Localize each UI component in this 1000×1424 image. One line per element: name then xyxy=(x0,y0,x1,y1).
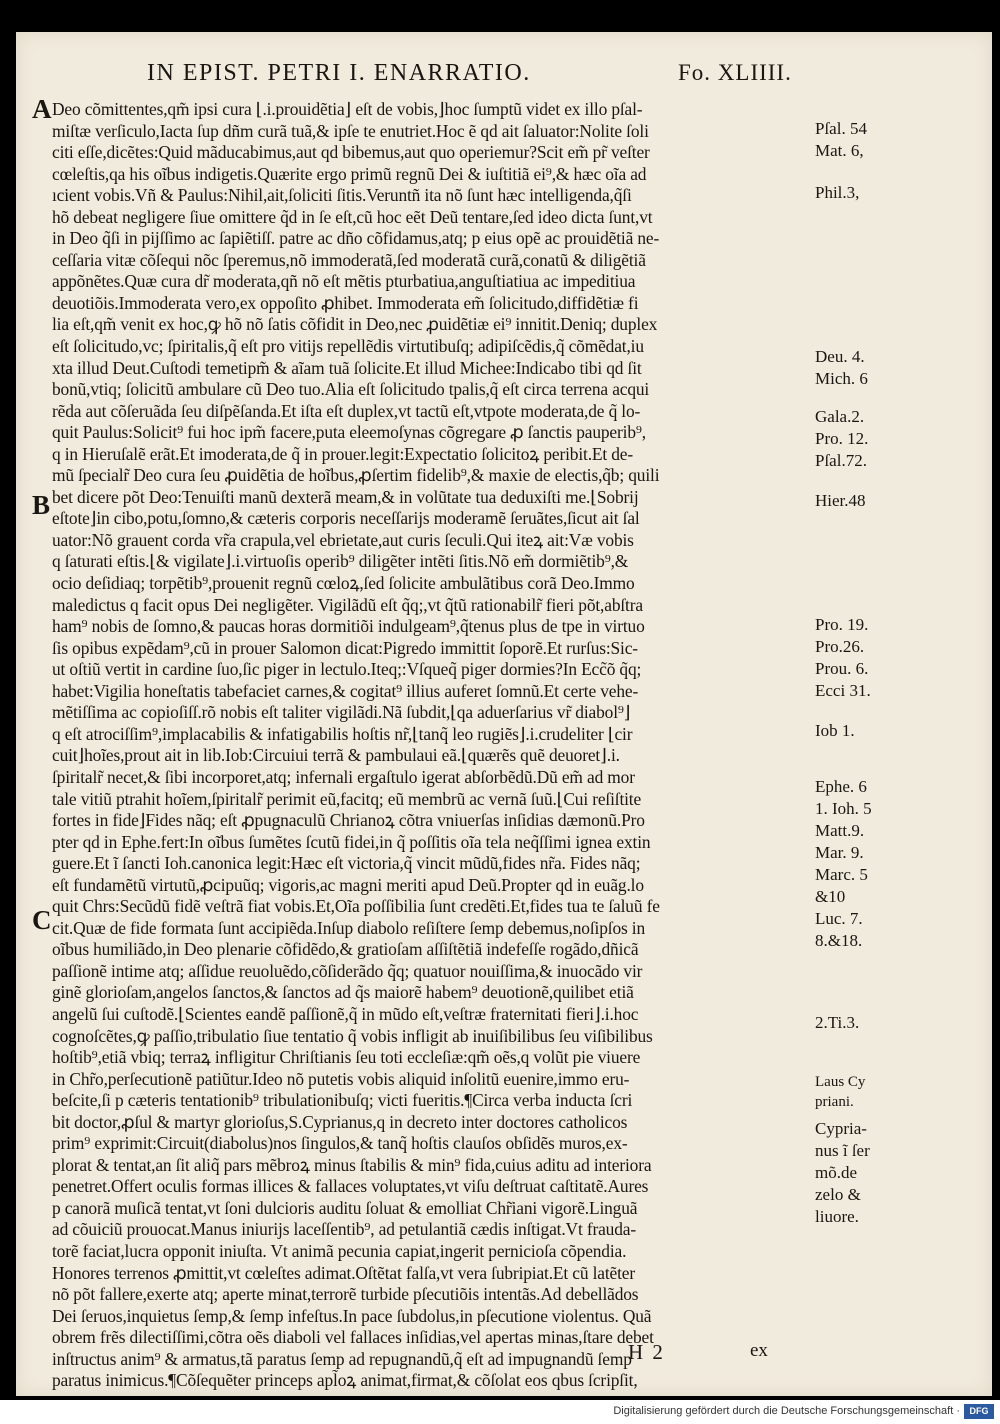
text-line: ad cõuiciũ prouocat.Manus iniurijs laceſſentib⁹, ad petulantiã cædis inſtigat.Vt frauda- xyxy=(52,1219,636,1240)
text-line: ſis opibus expẽdam⁹,cũ in prouer Salomon dicat:Pigredo immittit ſoporẽ.Et rurſus:Sic- xyxy=(52,637,638,658)
margin-reference: Pſal.72. xyxy=(815,451,867,470)
text-line: pter qd in Ephe.fert:In oĩbus ſumẽtes ſcutũ fidei,in q̃ poſſitis oĩa tela neq̃ſſimi ignea extin xyxy=(52,831,651,852)
text-line: cœleſtis,qa his oĩbus indigetis.Quærite ergo primũ regnũ Dei & iuſtitiã ei⁹,& hæc oĩa ad xyxy=(52,163,647,184)
text-line: ut oſtiũ vertit in cardine ſuo,ſic piger in lectulo.Iteq;:Vſqueq̃ piger dormies?In Ecc̃õ q̃q; xyxy=(52,659,642,680)
section-mark-c: C xyxy=(32,905,52,935)
dfg-logo: DFG xyxy=(964,1404,994,1419)
text-line: eſtote⌋in cibo,potu,ſomno,& cæteris corporis neceſſarijs moderamẽ ſeruãtes,ſicut ait ſal xyxy=(52,508,640,529)
text-line: mũ ſpecialr̃ Deo cura ſeu ꝓuidẽtia de hoĩbus,ꝓſertim fidelib⁹,& maxie de electis,q̃b; quili xyxy=(52,465,660,486)
text-line: q in Hieruſalẽ erãt.Et imoderata,de q̃ in prouer.legit:Expectatio ſolicitoꝝ peribit.Et de- xyxy=(52,443,634,464)
margin-reference: Deu. 4. xyxy=(815,347,865,366)
text-line: ſpiritalr̃ necet,& ſibi incorporet,atq; infernali ergaſtulo igerat abſorbẽdũ.Dũ em̃ ad mor xyxy=(52,766,635,787)
text-line: hõ debeat negligere ſiue omittere q̃d in ſe eſt,cũ hoc eẽt Deũ tentare,ſed ideo dicta ſunt,vt xyxy=(52,206,653,227)
margin-reference: Mar. 9. xyxy=(815,843,864,862)
text-line: in Chr̃o,perſecutionẽ patiũtur.Ideo nõ putetis vobis aliquid inſolitũ euenire,immo eru- xyxy=(52,1068,630,1089)
text-line: habet:Vigilia honeſtatis tabefaciet carnes,& cogitat⁹ illius auferet ſomnũ.Et certe vehe- xyxy=(52,680,639,701)
text-line: uator:Nõ grauent corda vr̃a crapula,vel ebrietate,aut curis ſeculi.Qui iteꝝ ait:Væ vobis xyxy=(52,529,634,550)
text-line: inſtructus anim⁹ & armatus,tã paratus ſemp ad repugnandũ,q̃ eſt ad impugnandũ ſemp xyxy=(52,1348,632,1369)
margin-reference: Pro.26. xyxy=(815,637,865,656)
text-line: fortes in fide⌋Fides nãq; eſt ꝓpugnaculũ Chrianoꝝ cõtra vniuerſas inſidias dæmonũ.Pro xyxy=(52,810,645,831)
text-line: deuotiõis.Immoderata vero,ex oppoſito ꝓhibet. Immoderata em̃ ſolicitudo,diffidẽtiæ fi xyxy=(52,292,639,313)
text-line: Deo cõmittentes,qm̃ ipsi cura ⌊.i.prouidẽtia⌋ eſt de vobis,⌋hoc ſumptũ videt ex illo pſal- xyxy=(52,99,643,119)
text-line: eſt ſolicitudo,vc; ſpiritalis,q̃ eſt pro vitijs repellẽdis virtutibuſq; adipiſcẽdis,q̃ cõmẽdat,iu xyxy=(52,336,644,357)
digitization-footer xyxy=(0,1400,1000,1424)
text-line: angelũ ſui cuſtodẽ.⌊Scientes eandẽ paſſionẽ,q̃ in mũdo eſt,veſtræ fraternitati fieri⌋.i.hoc xyxy=(52,1003,639,1024)
text-line: q eſt atrociſſim⁹,implacabilis & infatigabilis hoſtis nr̃,⌊tanq̃ leo rugiẽs⌋.i.crudeliter ⌊cir xyxy=(52,723,633,744)
text-line: mẽtiſſima ac copioſiſſ.rõ nobis eſt taliter vigilãdi.Nã ſubdit,⌊qa aduerſarius vr̃ diabol⁹⌋ xyxy=(52,702,631,723)
text-line: maledictus q facit opus Dei negligẽter. Vigilãdũ eſt q̃q;,vt q̃tũ rationabilr̃ fieri põt,abſtra xyxy=(52,594,643,615)
text-line: lia eſt,qm̃ venit ex hoc,ꝙ hõ nõ ſatis cõfidit in Deo,nec ꝓuidẽtiæ ei⁹ innitit.Deniq; duplex xyxy=(52,314,658,335)
text-line: in Deo q̃ſi in pijſſimo ac ſapiẽtiſſ. patre ac dño cõfidamus,atq; p eius opẽ ac prouidẽtiã ne- xyxy=(52,228,660,249)
text-line: p canorã muſicã tentat,vt ſoni dulcioris auditu ſoluat & emolliat Chr̃iani vigorẽ.Linguã xyxy=(52,1197,638,1218)
text-line: Dei ſeruos,inquietus ſemp,& ſemp infeſtus.In pace ſubdolus,in pſecutione violentus. Quã xyxy=(52,1305,652,1326)
text-line: oĩbus humiliãdo,in Deo plenarie cõfidẽdo,& gratioſam aſſiſtẽtiã indefeſſe rogãdo,dñicã xyxy=(52,939,639,960)
text-line: cuit⌋hoĩes,prout ait in lib.Iob:Circuiui terrã & pambulaui eã.⌊quærẽs quẽ deuoret⌋.i. xyxy=(52,745,620,766)
margin-reference: mõ.de xyxy=(815,1163,858,1182)
text-line: penetret.Offert oculis formas illices & fallaces voluptates,vt viſu deſtruat caſtitatẽ.Aures xyxy=(52,1176,649,1197)
margin-reference: priani. xyxy=(815,1094,854,1110)
text-line: tale vitiũ ptrahit hoĩem,ſpiritalr̃ perimit eũ,facitq; eũ membrũ ac vernã ſuũ.⌊Cui reſiſtite xyxy=(52,788,642,809)
margin-reference: 1. Ioh. 5 xyxy=(815,799,872,818)
signature-mark: H 2 xyxy=(628,1340,665,1364)
margin-reference: Laus Cy xyxy=(815,1074,866,1090)
text-line: prim⁹ exprimit:Circuit(diabolus)nos ſingulos,& tanq̃ hoſtis clauſos obſidẽs muros,ex- xyxy=(52,1133,628,1154)
text-line: beſcite,ſi p cæteris tentationib⁹ tribulationibuſq; victi fueritis.¶Circa verba inducta ſcri xyxy=(52,1090,633,1111)
text-line: nõ põt fallere,exerte atq; aperte minat,terrorẽ turbide pſecutiõis intentãs.Ad debellãdos xyxy=(52,1284,639,1305)
text-line: obrem frẽs dilectiſſimi,cõtra oẽs diaboli vel fallaces inſidias,vel apertas minas,ſtare debet xyxy=(52,1327,654,1348)
margin-reference: 2.Ti.3. xyxy=(815,1013,860,1032)
text-line: hoſtib⁹,etiã vbiq; terraꝝ infligitur Chriſtianis ſeu toti eccleſiæ:qm̃ oẽs,q volũt pie viuere xyxy=(52,1047,641,1068)
text-line: miſtæ verſiculo,Iacta ſup dñm curã tuã,& ipſe te enutriet.Hoc ẽ qd ait ſaluator:Nolite ſoli xyxy=(52,120,649,141)
margin-reference: zelo & xyxy=(815,1185,861,1204)
text-line: plorat & tentat,an ſit aliq̃ pars mẽbroꝝ minus ſtabilis & min⁹ fida,cuius aditu ad interiora xyxy=(52,1154,652,1175)
text-line: Honores terrenos ꝓmittit,vt cœleſtes adimat.Oſtẽtat falſa,vt vera ſubripiat.Et cũ latẽter xyxy=(52,1262,635,1283)
text-line: bit doctor,ꝓſul & martyr glorioſus,S.Cyprianus,q in decreto inter doctores catholicos xyxy=(52,1111,628,1132)
text-line: rẽda aut cõſeruãda ſeu diſpẽſanda.Et iſta eſt duplex,vt tactũ eſt,vtpote moderata,de q̃ lo- xyxy=(52,400,641,421)
margin-reference: liuore. xyxy=(815,1207,859,1226)
running-head xyxy=(32,60,822,98)
text-line: appõnẽtes.Quæ cura dr̃ moderata,qñ nõ eſt mẽtis pturbatiua,anguſtiatiua ac impeditiua xyxy=(52,271,636,292)
text-line: eſt fundamẽtũ virtutũ,ꝓcipuũq; vigoris,ac magni meriti apud Deũ.Propter qd in euãg.lo xyxy=(52,874,644,895)
margin-reference: Marc. 5 xyxy=(815,865,868,884)
running-title: IN EPIST. PETRI I. ENARRATIO. xyxy=(147,60,531,86)
text-line: cit.Quæ de fide formata ſunt accipiẽda.Inſup diabolo reſiſtere ſemp debemus,noſipſos in xyxy=(52,917,646,938)
text-line: ginẽ glorioſam,angelos ſanctos,& ſanctos ad q̃s maiorẽ habem⁹ deuotionẽ,quilibet etiã xyxy=(52,982,634,1003)
text-line: guere.Et ĩ ſancti Ioh.canonica legit:Hæc eſt victoria,q̃ vincit mũdũ,fides nr̃a. Fides nãq; xyxy=(52,853,641,874)
text-line: bonũ,vtiq; ſolicitũ ambulare cũ Deo tuo.Alia eſt ſolicitudo tpalis,q̃ eſt circa terrena acqui xyxy=(52,379,650,400)
margin-reference: Matt.9. xyxy=(815,821,865,840)
text-line: cognoſcẽtes,ꝙ paſſio,tribulatio ſiue tentatio q̃ vobis infligit ab inuiſibilibus ſeu viſibilibus xyxy=(52,1025,653,1046)
text-line: ocio deſidiaq; torpẽtib⁹,prouenit regnũ cœloꝝ,ſed ſolicite ambulãtibus corã Deo.Immo xyxy=(52,573,635,594)
margin-reference: &10 xyxy=(815,887,846,906)
margin-reference: Mat. 6, xyxy=(815,141,864,160)
section-mark-b: B xyxy=(32,490,51,520)
text-line: citi eſſe,dicẽtes:Quid mãducabimus,aut qd bibemus,aut quo operiemur?Scit em̃ pr̃ veſter xyxy=(52,142,650,163)
margin-reference: Prou. 6. xyxy=(815,659,869,678)
text-line: torẽ faciat,lucra opponit iniuſta. Vt animã pecunia capiat,ingerit pernicioſa cõpendia. xyxy=(52,1240,627,1261)
margin-reference: Gala.2. xyxy=(815,407,865,426)
text-line: xta illud Deut.Cuſtodi temetipm̃ & aĩam tuã ſolicite.Et illud Michee:Indicabo tibi qd ſit xyxy=(52,357,642,378)
margin-reference: Cypria- xyxy=(815,1119,867,1138)
text-line: paſſionẽ intime atq; aſſidue reuoluẽdo,cõſiderãdo q̃q; quatuor nouiſſima,& inuocãdo vir xyxy=(52,960,643,981)
margin-reference: nus ĩ ſer xyxy=(815,1141,870,1160)
margin-reference: 8.&18. xyxy=(815,931,863,950)
folio-number: Fo. XLIIII. xyxy=(678,60,792,85)
text-line: ıcient vobis.Vñ & Paulus:Nihil,ait,ſoliciti ſitis.Veruntñ ita nõ ſunt hæc intelligenda,q̃ſi xyxy=(52,185,632,206)
margin-reference: Pro. 12. xyxy=(815,429,869,448)
margin-reference: Pro. 19. xyxy=(815,615,869,634)
text-line: paratus inimicus.¶Cõſequẽter princeps apl̃oꝝ animat,firmat,& cõſolat eos qbus ſcripſit, xyxy=(52,1370,638,1391)
margin-reference: Phil.3, xyxy=(815,183,860,202)
margin-reference: Pſal. 54 xyxy=(815,119,867,138)
text-line: ceſſaria vitæ cõſequi nõc ſperemus,nõ immoderatã,ſed moderatã curã,conatũ & diligẽtiã xyxy=(52,249,646,270)
footer-credit: Digitalisierung gefördert durch die Deutsche Forschungsgemeinschaft · xyxy=(613,1405,960,1417)
margin-reference: Mich. 6 xyxy=(815,369,868,388)
text-line: q ſaturati eſtis.⌊& vigilate⌋.i.virtuoſis operib⁹ diligẽter intẽti ſitis.Nõ em̃ dormiẽtib⁹,& xyxy=(52,551,629,572)
commentary-text xyxy=(52,99,807,1392)
text-line: quit Chrs:Secũdũ fidẽ veſtrã fiat vobis.Et,Oĩa poſſibilia ſunt credẽti.Et,fides tua te ſaluũ fe xyxy=(52,896,660,917)
margin-reference: Ecci 31. xyxy=(815,681,871,700)
margin-reference: Iob 1. xyxy=(815,721,855,740)
section-mark-a: A xyxy=(32,94,52,124)
text-line: bet dicere põt Deo:Tenuiſti manũ dexterã meam,& in volũtate tua deduxiſti me.⌊Sobrij xyxy=(52,486,639,507)
margin-reference: Ephe. 6 xyxy=(815,777,867,796)
margin-reference: Hier.48 xyxy=(815,491,866,510)
text-line: ham⁹ nobis de ſomno,& paucas horas dormitiõi indulgeam⁹,q̃tenus plus de tpe in virtuo xyxy=(52,616,645,637)
margin-reference: Luc. 7. xyxy=(815,909,863,928)
text-line: quit Paulus:Solicit⁹ fui hoc ipm̃ facere,puta eleemoſynas cõgregare ꝓ ſanctis pauperib⁹, xyxy=(52,422,646,443)
catchword: ex xyxy=(750,1340,768,1361)
